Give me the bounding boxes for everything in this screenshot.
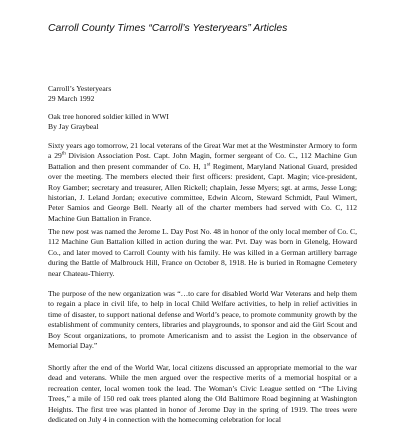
article-date: 29 March 1992 — [48, 94, 95, 103]
paragraph-3-text: The purpose of the new organization was “…to care for disabled World War Veterans and help them to regain a place in civil life, to help in local Child Welfare activities, to help in relief activities in time of disaster, to support national defense and World’s peace, to promote community growth by the establishment of community centers, libraries and playgrounds, to sponsor and aid the Girl Scout and Boy Scout organizations, to promote Americanism and to assist the Legion in the observance of Memorial Day.” — [48, 289, 357, 351]
document-header-title: Carroll County Times “Carroll’s Yesteryears” Articles — [48, 23, 288, 34]
paragraph-4 — [48, 363, 357, 425]
paragraph-3 — [48, 289, 357, 351]
column-name: Carroll’s Yesteryears — [48, 84, 112, 93]
article-headline: Oak tree honored soldier killed in WWI — [48, 112, 169, 121]
paragraph-1-text-b: Division Association Post. Capt. John Magin, former sergeant of Co. C., 112 Machine Gun Battalion and then present commander of Co. H, 1 — [48, 151, 357, 171]
paragraph-1 — [48, 141, 357, 224]
superscript-th: th — [61, 151, 66, 157]
paragraph-2-text: The new post was named the Jerome L. Day Post No. 48 in honor of the only local member of Co. C, 112 Machine Gun Battalion killed in action during the war. Pvt. Day was born in Glenelg, Howard Co., and later moved to Carroll County with his family. He was killed in a German artillery barrage during the Battle of Malbrouck Hill, France on October 8, 1918. He is buried in Romagne Cemetery near Chateau-Thierry. — [48, 227, 357, 278]
paragraph-1-text-c: Regiment, Maryland National Guard, presided over the meeting. The members elected their first officers: president, Capt. Magin; vice-president, Roy Gamber; secretary and treasurer, Allen Rickell; chaplain, Jesse Myers; sgt. at arms, Jesse Long; historian, J. Leland Jordan; executive committee, Edwin Alcorn, Steward Schmidt, Paul Wimert, Peter Samios and George Bell. Nearly all of the charter members had served with Co. C, 112 Machine Gun Battalion in France. — [48, 161, 358, 223]
superscript-st: st — [206, 162, 211, 168]
paragraph-2 — [48, 227, 357, 279]
paragraph-1-text-a: Sixty years ago tomorrow, 21 local veterans of the Great War met at the Westminster Armory to form a 29 — [48, 141, 357, 161]
paragraph-4-text: Shortly after the end of the World War, local citizens discussed an appropriate memorial to the war dead and veterans. While the men argued over the respective merits of a memorial hospital or a recreation center, local women took the lead. The Woman’s Civic League settled on “The Living Trees,” a mile of 150 red oak trees planted along the Old Baltimore Road beginning at Washington Heights. The first tree was planted in honor of Jerome Day in the spring of 1919. The trees were dedicated on July 4 in connection with the homecoming celebration for local — [48, 363, 357, 425]
article-byline: By Jay Graybeal — [48, 122, 99, 131]
